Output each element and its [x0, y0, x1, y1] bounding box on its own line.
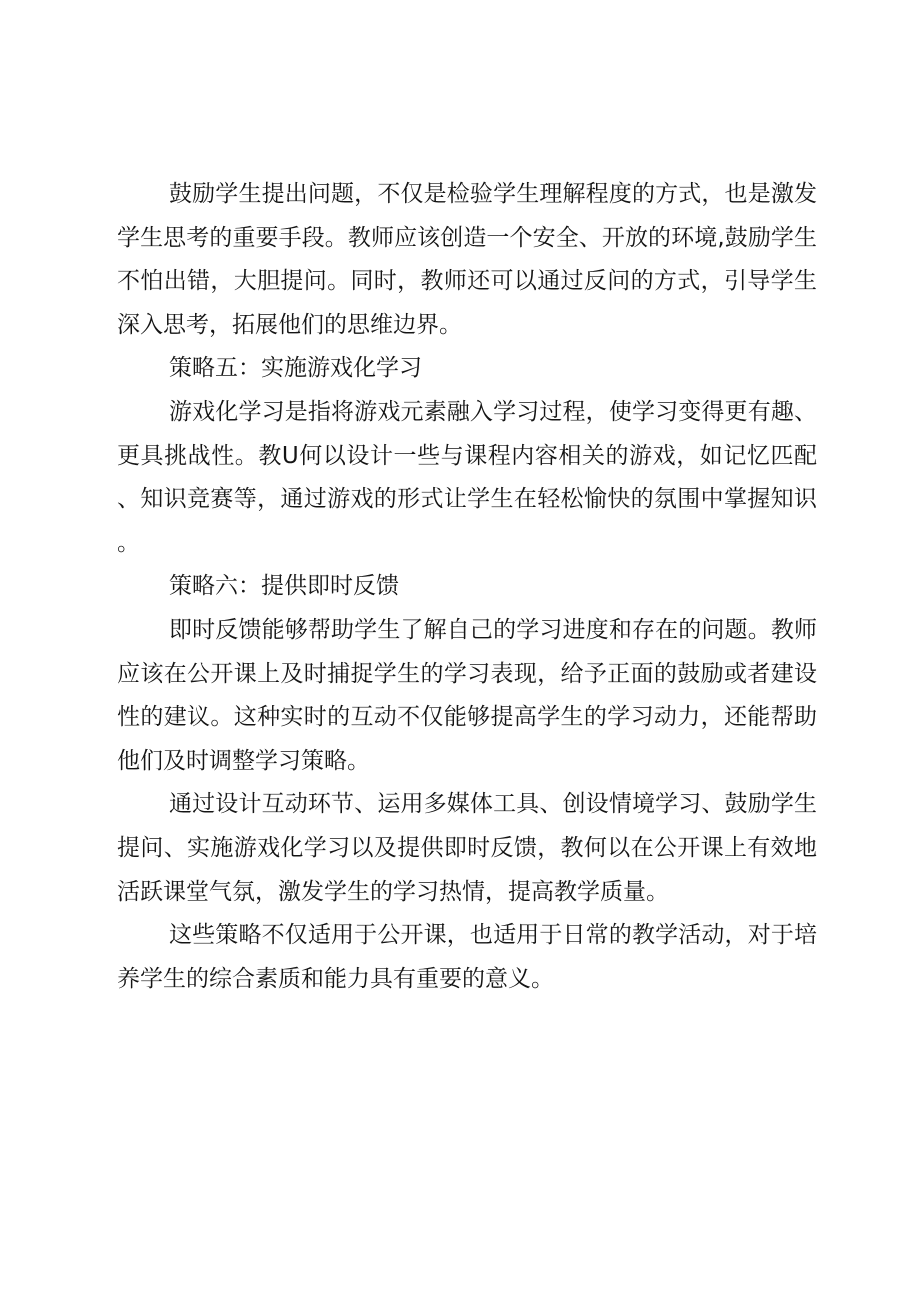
- paragraph-gamified-learning: 游戏化学习是指将游戏元素融入学习过程，使学习变得更有趣、更具挑战性。教U何以设计一些与课程内容相关的游戏，如记忆匹配、知识竞赛等，通过游戏的形式让学生在轻松愉快的氛围中掌握知识。: [117, 398, 817, 556]
- paragraph-encourage-questions: 鼓励学生提出问题，不仅是检验学生理解程度的方式，也是激发学生思考的重要手段。教师应该创造一个安全、开放的环境,鼓励学生不怕出错，大胆提问。同时，教师还可以通过反问的方式，引导学生深入思考，拓展他们的思维边界。: [117, 181, 817, 338]
- document-page: [117, 173, 817, 1001]
- paragraph-instant-feedback: 即时反馈能够帮助学生了解自己的学习进度和存在的问题。教师应该在公开课上及时捕捉学生的学习表现，给予正面的鼓励或者建设性的建议。这种实时的互动不仅能够提高学生的学习动力，还能帮助他们及时调整学习策略。: [117, 616, 817, 774]
- heading-strategy-five: 策略五：实施游戏化学习: [169, 355, 422, 382]
- heading-strategy-six: 策略六：提供即时反馈: [169, 573, 399, 600]
- paragraph-conclusion: 这些策略不仅适用于公开课，也适用于日常的教学活动，对于培养学生的综合素质和能力具有重要的意义。: [117, 922, 817, 992]
- paragraph-summary: 通过设计互动环节、运用多媒体工具、创设情境学习、鼓励学生提问、实施游戏化学习以及提供即时反馈，教何以在公开课上有效地活跃课堂气氛，激发学生的学习热情，提高教学质量。: [117, 791, 817, 905]
